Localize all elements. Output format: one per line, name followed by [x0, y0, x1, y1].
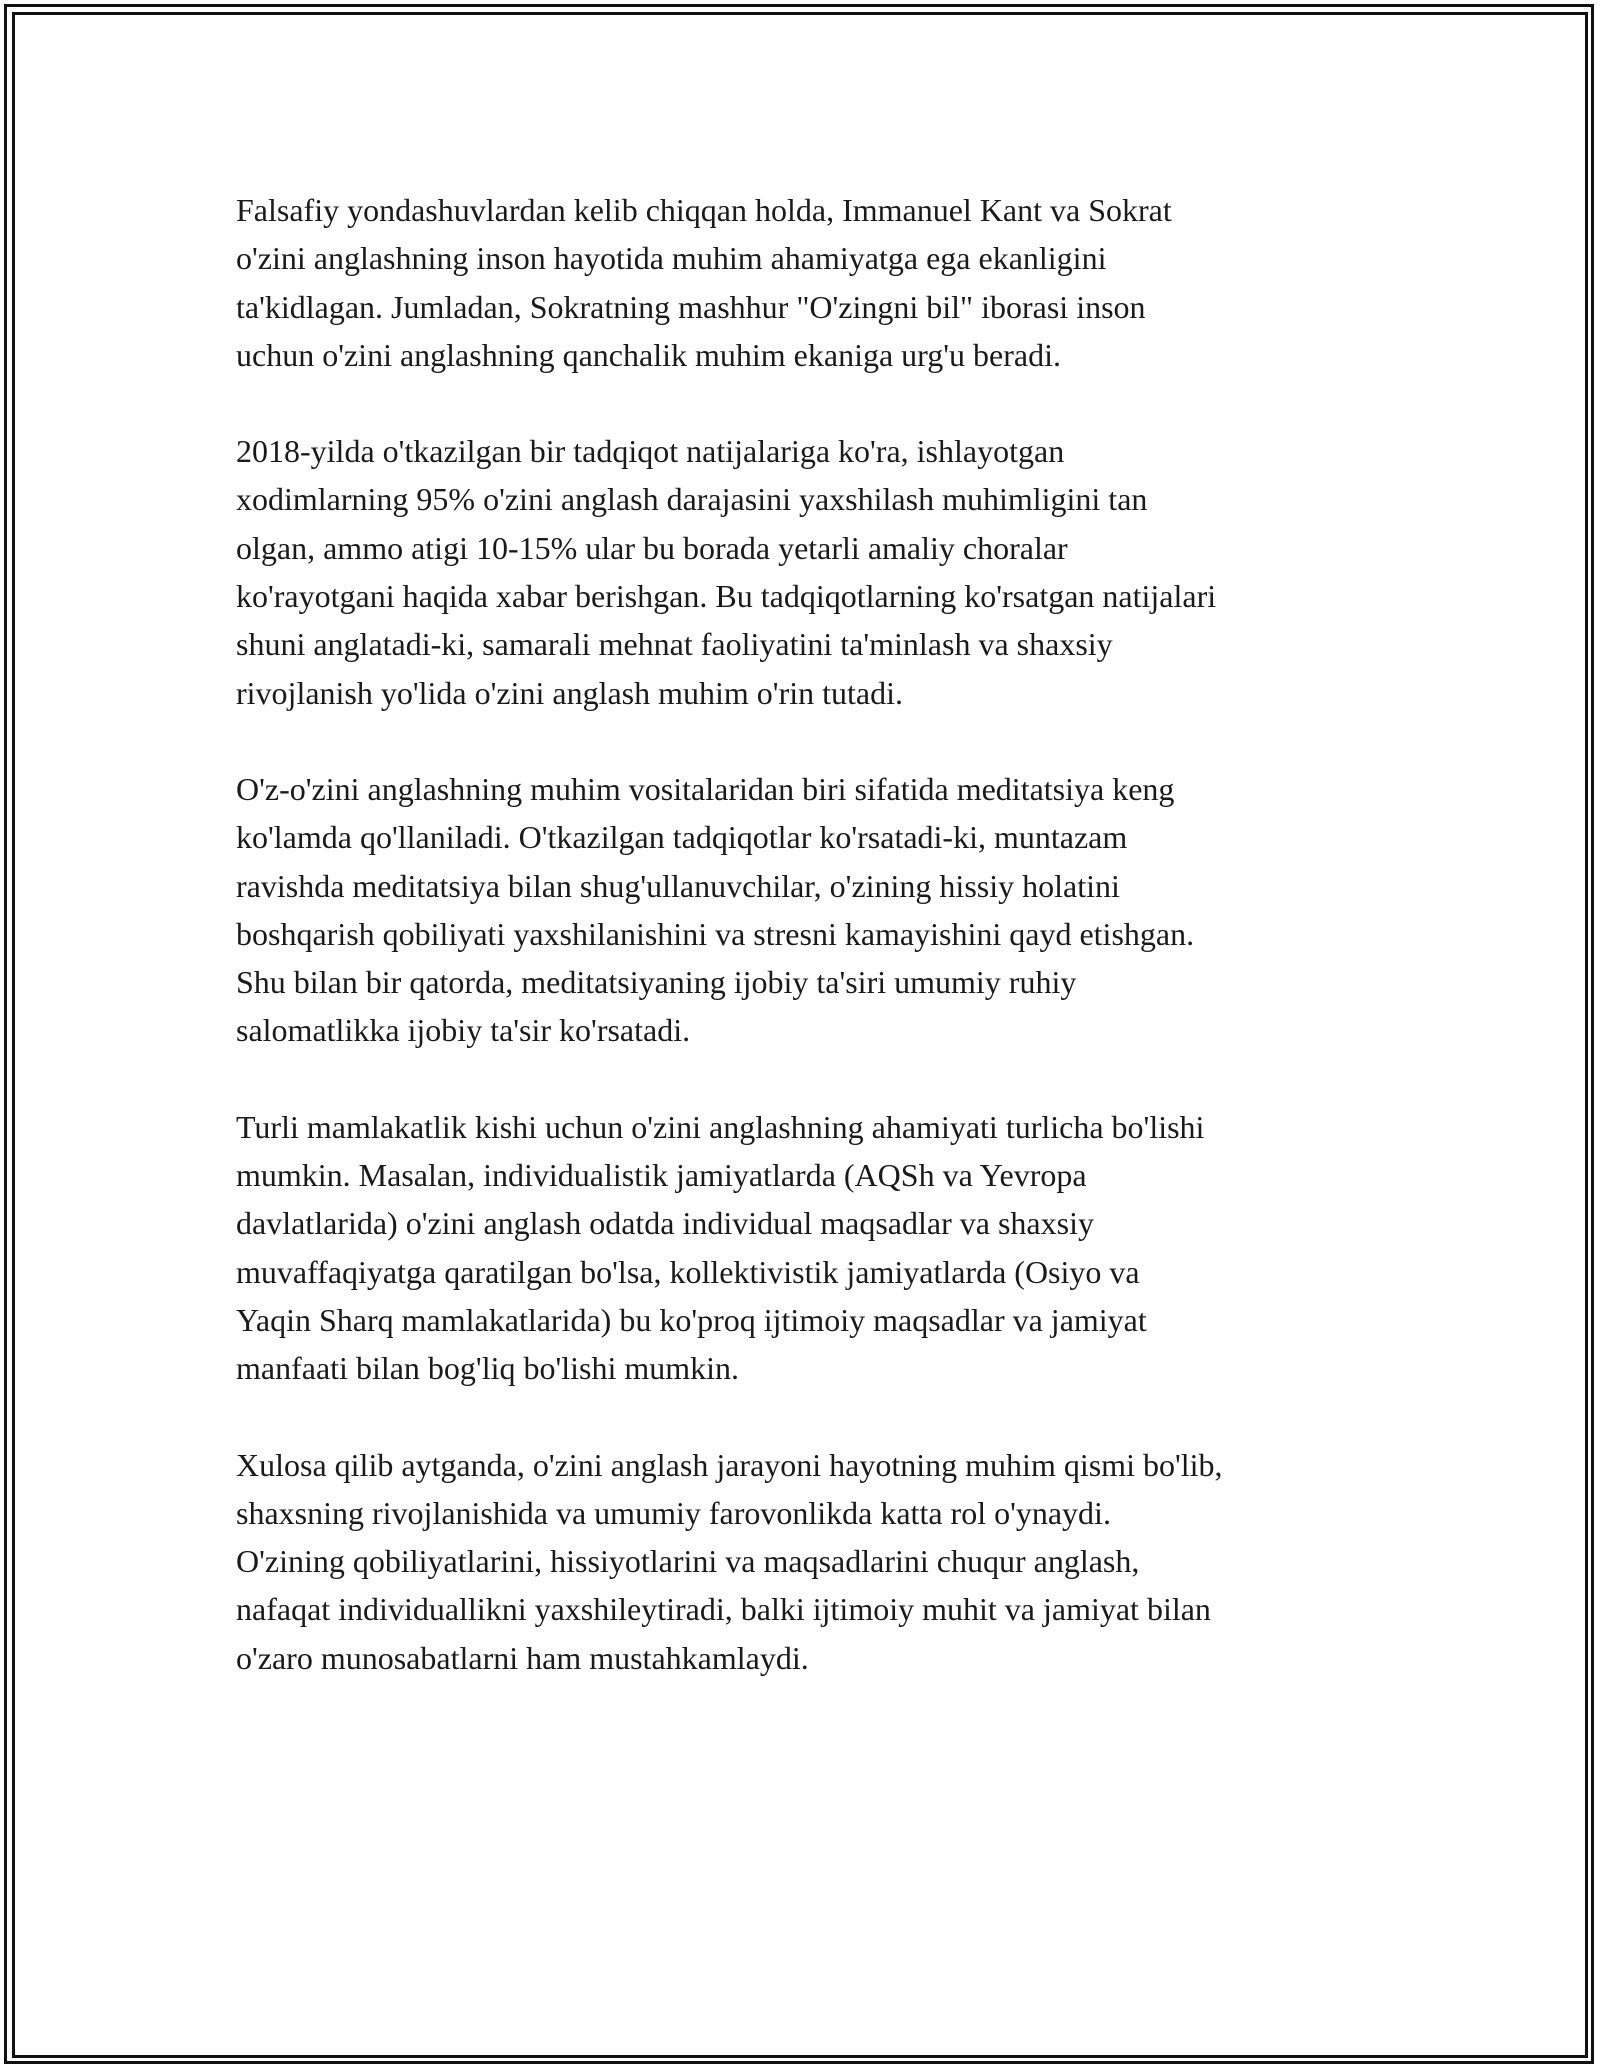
paragraph-philosophy: Falsafiy yondashuvlardan kelib chiqqan holda, Immanuel Kant va Sokrat o'zini anglashning inson hayotida muhim ahamiyatga ega ekanligini ta'kidlagan. Jumladan, Sokratning mashhur "O'zingni bil" iborasi inson uchun o'zini anglashning qanchalik muhim ekaniga urg'u beradi.	[236, 192, 1172, 373]
paragraph-cultural-differences: Turli mamlakatlik kishi uchun o'zini anglashning ahamiyati turlicha bo'lishi mumkin. Masalan, individualistik jamiyatlarda (AQSh va Yevropa davlatlarida) o'zini anglash odatda individual maqsadlar va shaxsiy muvaffaqiyatga qaratilgan bo'lsa, kollektivistik jamiyatlarda (Osiyo va Yaqin Sharq mamlakatlarida) bu ko'proq ijtimoiy maqsadlar va jamiyat manfaati bilan bog'liq bo'lishi mumkin.	[236, 1108, 1205, 1387]
paragraph-meditation: O'z-o'zini anglashning muhim vositalaridan biri sifatida meditatsiya keng ko'lamda qo'llaniladi. O'tkazilgan tadqiqotlar ko'rsatadi-ki, muntazam ravishda meditatsiya bilan shug'ullanuvchilar, o'zining hissiy holatini boshqarish qobiliyati yaxshilanishini va stresni kamayishini qayd etishgan. Shu bilan bir qatorda, meditatsiyaning ijobiy ta'siri umumiy ruhiy salomatlikka ijobiy ta'sir ko'rsatadi.	[236, 770, 1195, 1049]
paragraph-research-2018: 2018-yilda o'tkazilgan bir tadqiqot natijalariga ko'ra, ishlayotgan xodimlarning 95% o'zini anglash darajasini yaxshilash muhimligini tan olgan, ammo atigi 10-15% ular bu borada yetarli amaliy choralar ko'rayotgani haqida xabar berishgan. Bu tadqiqotlarning ko'rsatgan natijalari shuni anglatadi-ki, samarali mehnat faoliyatini ta'minlash va shaxsiy rivojlanish yo'lida o'zini anglash muhim o'rin tutadi.	[236, 433, 1217, 711]
document-body	[236, 186, 1396, 1730]
paragraph-conclusion: Xulosa qilib aytganda, o'zini anglash jarayoni hayotning muhim qismi bo'lib, shaxsning rivojlanishida va umumiy farovonlikda katta rol o'ynaydi. O'zining qobiliyatlarini, hissiyotlarini va maqsadlarini chuqur anglash, nafaqat individuallikni yaxshileytiradi, balki ijtimoiy muhit va jamiyat bilan o'zaro munosabatlarni ham mustahkamlaydi.	[236, 1446, 1223, 1676]
